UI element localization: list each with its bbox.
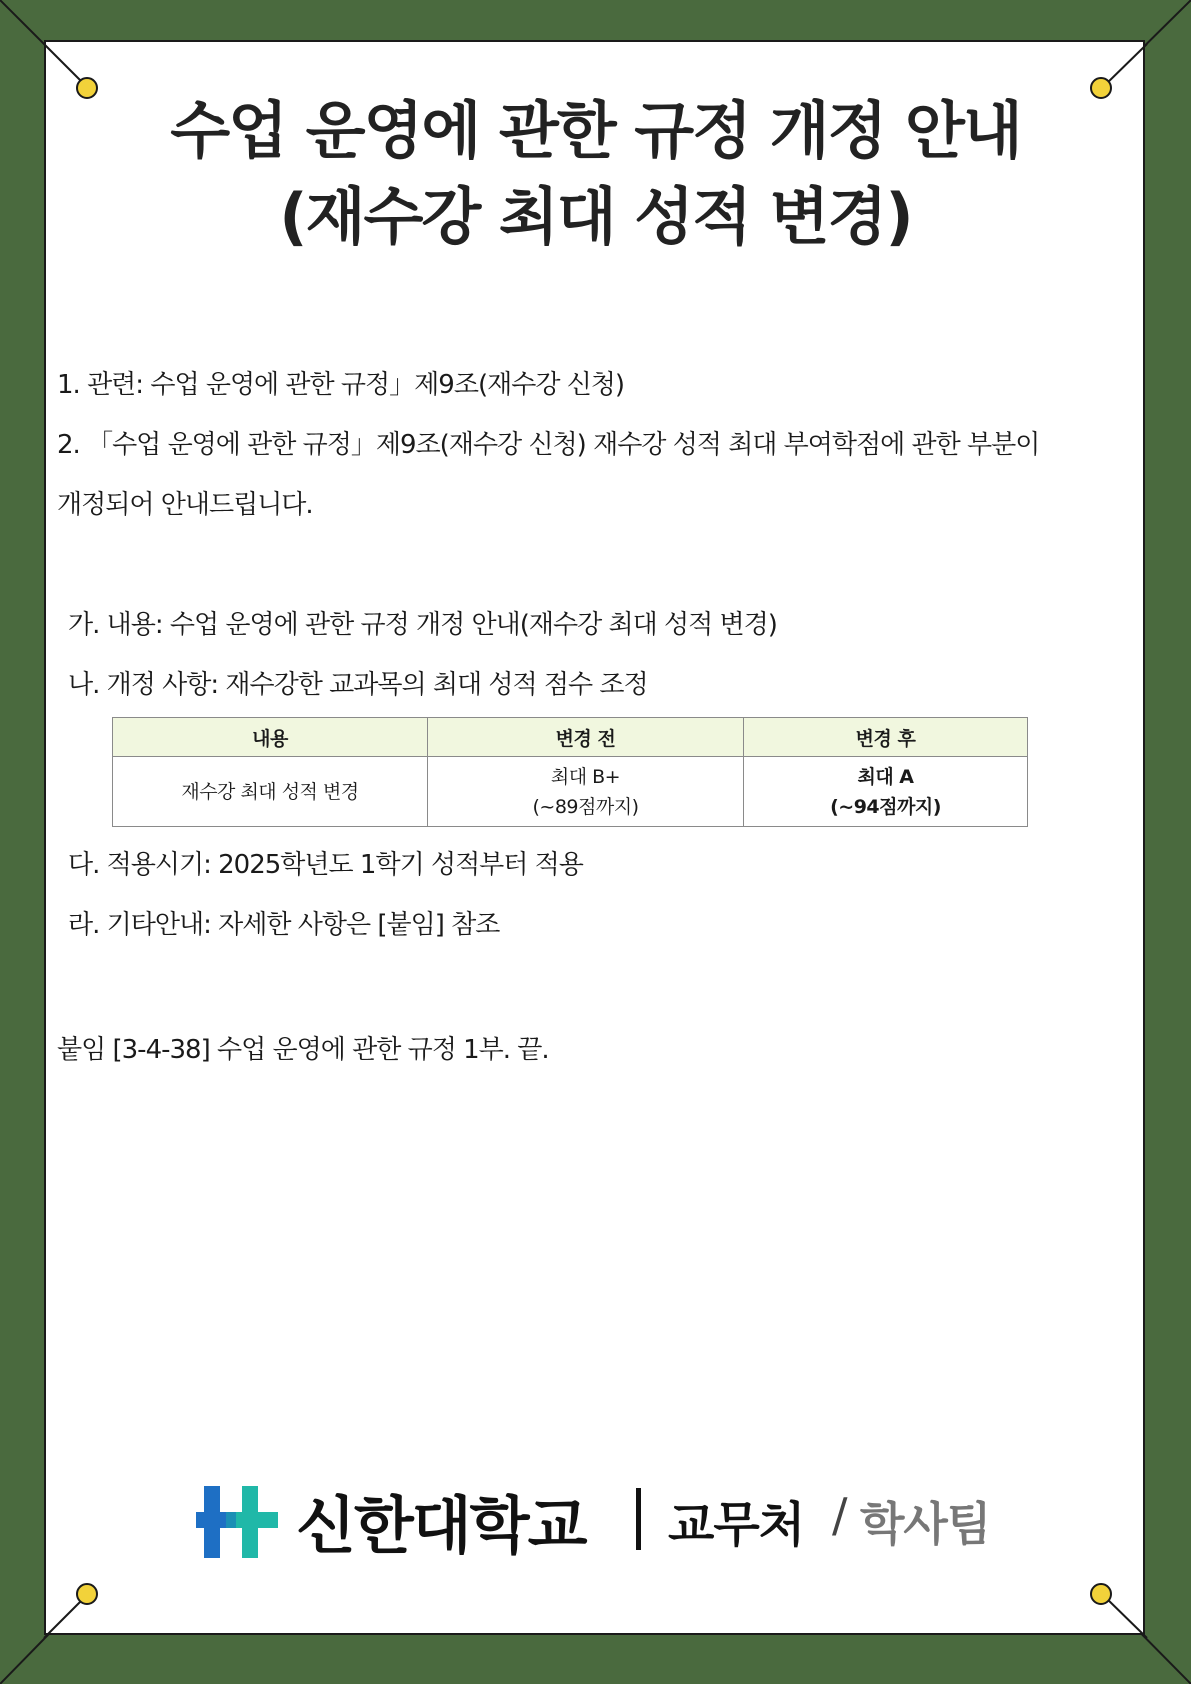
logo-slash: / — [832, 1488, 848, 1542]
sub-item-na: 나. 개정 사항: 재수강한 교과목의 최대 성적 점수 조정 — [68, 670, 648, 700]
team-name: 학사팀 — [860, 1497, 991, 1551]
attachment-line: 붙임 [3-4-38] 수업 운영에 관한 규정 1부. 끝. — [57, 1035, 549, 1065]
department-name: 교무처 — [668, 1497, 805, 1553]
revision-table — [112, 717, 1028, 827]
header-after: 변경 후 — [744, 718, 1028, 757]
table-row — [113, 757, 1028, 827]
item-2-line-2: 개정되어 안내드립니다. — [57, 490, 313, 520]
sub-item-ra: 라. 기타안내: 자세한 사항은 [붙임] 참조 — [68, 910, 500, 940]
sub-item-ga: 가. 내용: 수업 운영에 관한 규정 개정 안내(재수강 최대 성적 변경) — [68, 610, 777, 640]
logo-divider — [636, 1488, 641, 1550]
cell-content: 재수강 최대 성적 변경 — [113, 757, 428, 827]
cell-after-line-2: (~94점까지) — [830, 795, 941, 818]
grommet-bottom-left-icon — [76, 1583, 98, 1605]
cell-after — [744, 757, 1028, 827]
cell-before — [428, 757, 744, 827]
item-2-line-1: 2. 「수업 운영에 관한 규정」제9조(재수강 신청) 재수강 성적 최대 부여학점에 관한 부분이 — [57, 430, 1040, 460]
sub-item-da: 다. 적용시기: 2025학년도 1학기 성적부터 적용 — [68, 850, 583, 880]
item-1-related: 1. 관련: 수업 운영에 관한 규정」제9조(재수강 신청) — [57, 370, 625, 400]
page-title — [0, 88, 1191, 260]
notice-panel — [44, 40, 1145, 1635]
header-before: 변경 전 — [428, 718, 744, 757]
cell-after-line-1: 최대 A — [857, 765, 914, 788]
table-header-row — [113, 718, 1028, 757]
title-line-1: 수업 운영에 관한 규정 개정 안내 — [170, 94, 1021, 167]
footer-logo — [196, 1474, 996, 1562]
title-line-2: (재수강 최대 성적 변경) — [279, 180, 912, 253]
university-emblem-icon — [196, 1484, 278, 1560]
header-content: 내용 — [113, 718, 428, 757]
cell-before-line-1: 최대 B+ — [550, 765, 621, 788]
university-name: 신한대학교 — [296, 1489, 586, 1562]
cell-before-line-2: (~89점까지) — [532, 795, 639, 818]
grommet-bottom-right-icon — [1090, 1583, 1112, 1605]
